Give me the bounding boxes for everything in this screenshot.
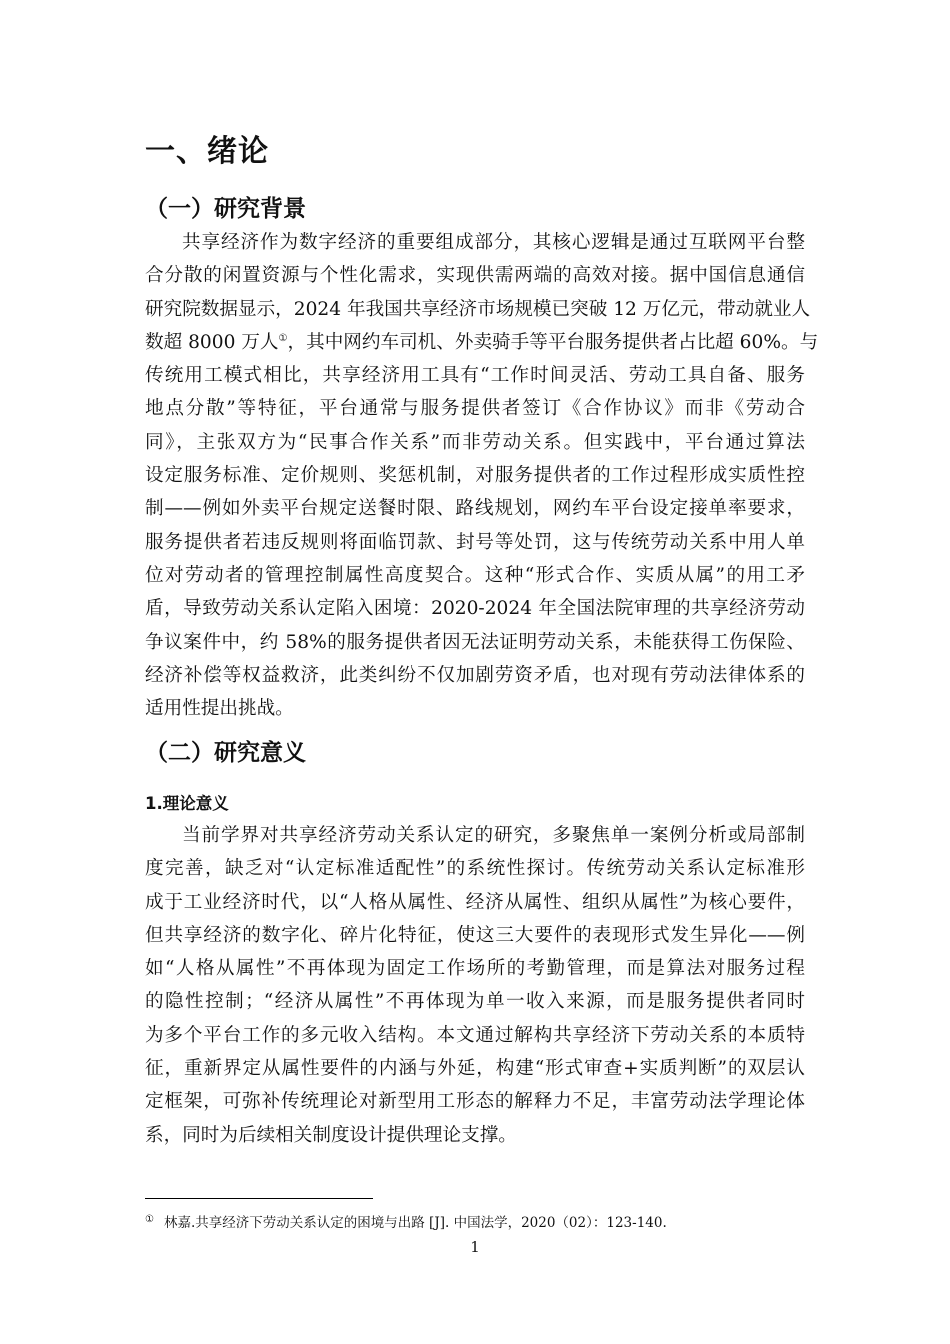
paragraph-line: 征，重新界定从属性要件的内涵与外延，构建“形式审查+实质判断”的双层认: [145, 1058, 805, 1080]
paragraph-line: 经济补偿等权益救济，此类纠纷不仅加剧劳资矛盾，也对现有劳动法律体系的: [145, 664, 805, 686]
chapter-heading: 一、绪论: [145, 134, 269, 169]
footnote-marker: ①: [145, 1213, 154, 1225]
paragraph-line: 成于工业经济时代，以“人格从属性、经济从属性、组织从属性”为核心要件，: [145, 891, 805, 913]
paragraph-line: 位对劳动者的管理控制属性高度契合。这种“形式合作、实质从属”的用工矛: [145, 564, 805, 586]
paragraph-line-with-note: [145, 326, 819, 359]
paragraph-line: 如“人格从属性”不再体现为固定工作场所的考勤管理，而是算法对服务过程: [145, 958, 805, 980]
footnote: [145, 1211, 667, 1231]
paragraph-line: 定框架，可弥补传统理论对新型用工形态的解释力不足，丰富劳动法学理论体: [145, 1091, 805, 1113]
subsection-title-theory: 1.理论意义: [145, 794, 229, 813]
line-text: ，其中网约车司机、外卖骑手等平台服务提供者占比超 60%。与: [287, 331, 819, 353]
theory-paragraph: [145, 819, 805, 1152]
line-text: 数超 8000 万人: [145, 331, 279, 353]
section-title-background: （一）研究背景: [145, 196, 306, 222]
paragraph-line: 度完善，缺乏对“认定标准适配性”的系统性探讨。传统劳动关系认定标准形: [145, 858, 805, 880]
paragraph-line: 争议案件中，约 58%的服务提供者因无法证明劳动关系，未能获得工伤保险、: [145, 631, 805, 653]
paragraph-line: 传统用工模式相比，共享经济用工具有“工作时间灵活、劳动工具自备、服务: [145, 365, 805, 387]
paragraph-line: 盾，导致劳动关系认定陷入困境：2020-2024 年全国法院审理的共享经济劳动: [145, 598, 805, 620]
paragraph-line: 研究院数据显示，2024 年我国共享经济市场规模已突破 12 万亿元，带动就业人: [145, 298, 811, 320]
paragraph-line: 的隐性控制；“经济从属性”不再体现为单一收入来源，而是服务提供者同时: [145, 991, 805, 1013]
paragraph-line: 设定服务标准、定价规则、奖惩机制，对服务提供者的工作过程形成实质性控: [145, 465, 805, 487]
paragraph-line: 制——例如外卖平台规定送餐时限、路线规划，网约车平台设定接单率要求，: [145, 498, 805, 520]
section-title-significance: （二）研究意义: [145, 740, 306, 766]
paragraph-line: 合分散的闲置资源与个性化需求，实现供需两端的高效对接。据中国信息通信: [145, 265, 805, 287]
paragraph-line: 共享经济作为数字经济的重要组成部分，其核心逻辑是通过互联网平台整: [182, 232, 805, 253]
paragraph-line: 为多个平台工作的多元收入结构。本文通过解构共享经济下劳动关系的本质特: [145, 1024, 805, 1046]
paragraph-line: 地点分散”等特征，平台通常与服务提供者签订《合作协议》而非《劳动合: [145, 398, 805, 420]
footnote-reference[interactable]: ①: [278, 332, 288, 344]
paragraph-line: 系，同时为后续相关制度设计提供理论支撑。: [145, 1124, 517, 1146]
paragraph-line: 服务提供者若违反规则将面临罚款、封号等处罚，这与传统劳动关系中用人单: [145, 531, 805, 553]
paragraph-line: 但共享经济的数字化、碎片化特征，使这三大要件的表现形式发生异化——例: [145, 924, 805, 946]
footnote-text: 林嘉.共享经济下劳动关系认定的困境与出路 [J]. 中国法学，2020（02）：123-140.: [163, 1215, 667, 1231]
paragraph-line: 同》，主张双方为“民事合作关系”而非劳动关系。但实践中，平台通过算法: [145, 431, 805, 453]
background-paragraph: [145, 226, 819, 725]
page-number: 1: [470, 1238, 480, 1256]
paragraph-line: 当前学界对共享经济劳动关系认定的研究，多聚焦单一案例分析或局部制: [182, 825, 805, 846]
footnote-separator: [145, 1198, 373, 1199]
paragraph-line: 适用性提出挑战。: [145, 698, 294, 720]
